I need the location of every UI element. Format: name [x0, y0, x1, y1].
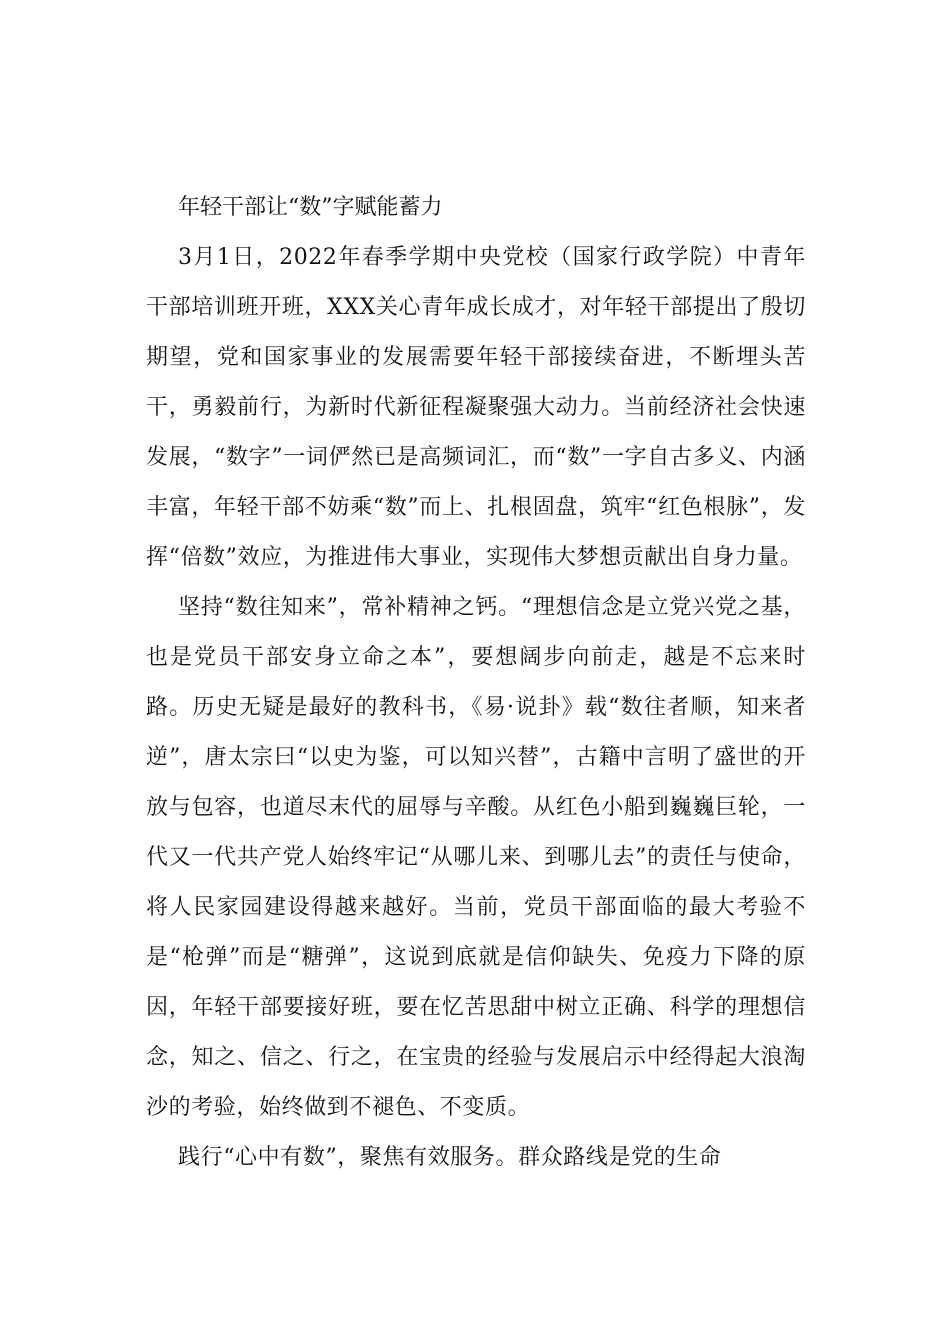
- document-body: [146, 183, 806, 1183]
- paragraph-1: 3月1日，2022年春季学期中央党校（国家行政学院）中青年干部培训班开班，XXX关心青年成长成才，对年轻干部提出了殷切期望，党和国家事业的发展需要年轻干部接续奋进，不断埋头苦干，勇毅前行，为新时代新征程凝聚强大动力。当前经济社会快速发展，“数字”一词俨然已是高频词汇，而“数”一字自古多义、内涵丰富，年轻干部不妨乘“数”而上、扎根固盘，筑牢“红色根脉”，发挥“倍数”效应，为推进伟大事业，实现伟大梦想贡献出自身力量。: [146, 245, 806, 570]
- paragraph-2: 坚持“数往知来”，常补精神之钙。“理想信念是立党兴党之基，也是党员干部安身立命之本”，要想阔步向前走，越是不忘来时路。历史无疑是最好的教科书，《易·说卦》载“数往者顺，知来者逆”，唐太宗曰“以史为鉴，可以知兴替”，古籍中言明了盛世的开放与包容，也道尽末代的屈辱与辛酸。从红色小船到巍巍巨轮，一代又一代共产党人始终牢记“从哪儿来、到哪儿去”的责任与使命，将人民家园建设得越来越好。当前，党员干部面临的最大考验不是“枪弹”而是“糖弹”，这说到底就是信仰缺失、免疫力下降的原因，年轻干部要接好班，要在忆苦思甜中树立正确、科学的理想信念，知之、信之、行之，在宝贵的经验与发展启示中经得起大浪淘沙的考验，始终做到不褪色、不变质。: [146, 595, 806, 1120]
- paragraph-3: 践行“心中有数”，聚焦有效服务。群众路线是党的生命: [178, 1145, 722, 1170]
- document-title: 年轻干部让“数”字赋能蓄力: [178, 195, 443, 220]
